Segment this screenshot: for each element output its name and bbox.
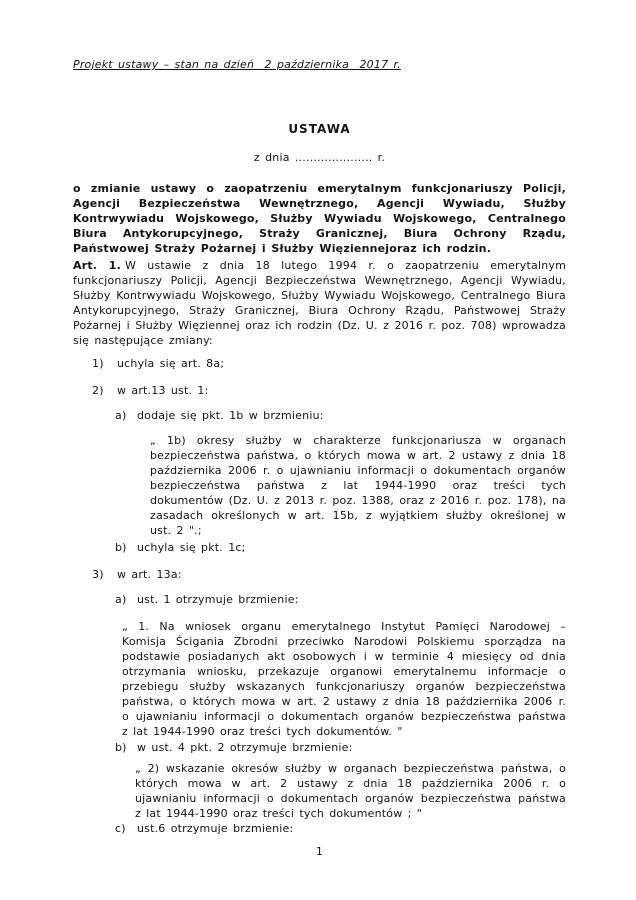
list-item-3c-marker: c) bbox=[115, 822, 126, 835]
document-title: USTAWA bbox=[288, 122, 351, 136]
list-item-2-text: w art.13 ust. 1: bbox=[117, 384, 209, 397]
list-item-3 bbox=[73, 567, 566, 582]
list-item-3c-text: ust.6 otrzymuje brzmienie: bbox=[137, 822, 294, 835]
list-item-1-marker: 1) bbox=[92, 357, 104, 370]
page-number: 1 bbox=[315, 845, 324, 858]
list-item-3a bbox=[73, 592, 566, 607]
list-item-3a-text: ust. 1 otrzymuje brzmienie: bbox=[137, 593, 299, 606]
list-item-2-marker: 2) bbox=[92, 384, 104, 397]
list-item-2 bbox=[73, 383, 566, 398]
list-item-1-text: uchyla się art. 8a; bbox=[117, 357, 225, 370]
list-item-2b-marker: b) bbox=[115, 541, 127, 554]
list-item-3b-marker: b) bbox=[115, 741, 127, 754]
article-1-paragraph bbox=[73, 258, 566, 348]
list-item-1 bbox=[73, 356, 566, 371]
list-item-2b-text: uchyla się pkt. 1c; bbox=[137, 541, 246, 554]
quote-block-1b: „ 1b) okresy służby w charakterze funkcjonariusza w organach bezpieczeństwa państwa, o których mowa w art. 2 ustawy z dnia 18 października 2006 r. o ujawnianiu informacji o dokumentach organów bezpieczeństwa państwa z lat 1944-1990 oraz treści tych dokumentów (Dz. U. z 2013 r. poz. 1388, oraz z 2016 r. poz. 178), na zasadach określonych w art. 15b, z wyjątkiem służby określonej w ust. 2 ".; bbox=[150, 434, 566, 537]
list-item-3a-marker: a) bbox=[115, 593, 127, 606]
list-item-3-text: w art. 13a: bbox=[117, 568, 182, 581]
quote-block-ust1: „ 1. Na wniosek organu emerytalnego Instytut Pamięci Narodowej – Komisja Ścigania Zbrodni przeciwko Narodowi Polskiemu sporządza na podstawie posiadanych akt osobowych i w terminie 4 miesięcy od dnia otrzymania wniosku, przekazuje organowi emerytalnemu informacje o przebiegu służby wskazanych funkcjonariuszy organów bezpieczeństwa państwa, o których mowa w art. 2 ustawy z dnia 18 października 2006 r. o ujawnianiu informacji o dokumentach organów bezpieczeństwa państwa z lat 1944-1990 oraz treści tych dokumentów. " bbox=[122, 620, 566, 738]
list-item-3b bbox=[73, 740, 566, 755]
list-item-2a bbox=[73, 408, 566, 423]
list-item-2a-text: dodaje się pkt. 1b w brzmieniu: bbox=[137, 409, 324, 422]
list-item-2b bbox=[73, 540, 566, 555]
quote-block-pkt2: „ 2) wskazanie okresów służby w organach bezpieczeństwa państwa, o których mowa w art. 2 ustawy z dnia 18 października 2006 r. o ujawnianiu informacji o dokumentach organów bezpieczeństwa państwa z lat 1944-1990 oraz treści tych dokumentów ; " bbox=[135, 762, 566, 820]
list-item-3b-text: w ust. 4 pkt. 2 otrzymuje brzmienie: bbox=[137, 741, 353, 754]
header-note: Projekt ustawy – stan na dzień 2 października 2017 r. bbox=[73, 58, 401, 71]
list-item-3-marker: 3) bbox=[92, 568, 104, 581]
list-item-2a-marker: a) bbox=[115, 409, 127, 422]
date-line: z dnia ..................... r. bbox=[253, 151, 386, 164]
article-1-label: Art. 1. bbox=[73, 259, 121, 272]
subject-paragraph: o zmianie ustawy o zaopatrzeniu emerytalnym funkcjonariuszy Policji, Agencji Bezpieczeństwa Wewnętrznego, Agencji Wywiadu, Służby Kontrwywiadu Wojskowego, Służby Wywiadu Wojskowego, Centralnego Biura Antykorupcyjnego, Straży Granicznej, Biura Ochrony Rządu, Państwowej Straży Pożarnej i Służby Więziennejoraz ich rodzin. bbox=[73, 182, 566, 255]
article-1-text: W ustawie z dnia 18 lutego 1994 r. o zaopatrzeniu emerytalnym funkcjonariuszy Policji, Agencji Bezpieczeństwa Wewnętrznego, Agencji Wywiadu, Służby Kontrwywiadu Wojskowego, Służby Wywiadu Wojskowego, Centralnego Biura Antykorupcyjnego, Straży Granicznej, Biura Ochrony Rządu, Państwowej Straży Pożarnej i Służby Więziennej oraz ich rodzin (Dz. U. z 2016 r. poz. 708) wprowadza się następujące zmiany: bbox=[73, 259, 566, 347]
list-item-3c bbox=[73, 821, 566, 836]
